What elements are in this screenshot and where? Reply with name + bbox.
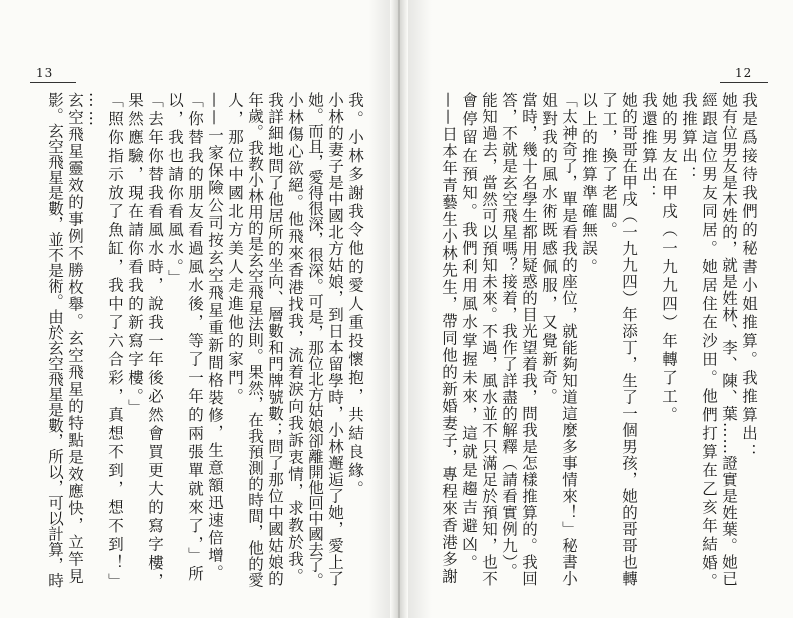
text-column: 我還推算出： (640, 92, 658, 203)
text-column: 當時，幾十名學生都用疑惑的目光望着我，問我是怎樣推算的。我回 (520, 92, 538, 587)
text-column: …… (86, 92, 104, 129)
right-page-number: 12 (735, 66, 753, 80)
text-column: 經跟這位男友同居。她居住在沙田。他們打算在乙亥年結婚。 (700, 92, 718, 592)
left-page-number: 13 (36, 66, 54, 80)
text-column: ——日本年青藝生小林先生，帶同他的新婚妻子，專程來香港多謝 (440, 92, 458, 585)
text-column: 人，那位中國北方美人走進他的家門。 (226, 92, 244, 407)
text-column: 我。小林多謝我令他的愛人重投懷抱，共結良緣。 (346, 92, 364, 499)
text-column: 她的哥哥在甲戌（一九九四）年添丁，生了一個男孩，她的哥哥也轉 (620, 92, 638, 587)
text-column: 能知過去，當然可以預知未來。不過，風水並不只滿足於預知，也不 (480, 92, 498, 587)
book-gutter (390, 0, 408, 618)
text-column: 她的男友在甲戌（一九九四）年轉了工。 (660, 92, 678, 425)
text-column: 她。而且，愛得很深，很深。可是，那位北方姑娘卻離開他回中國去了。 (306, 92, 324, 588)
text-column: 她有位男友是木姓的，就是姓林、李、陳、葉……證實是姓葉。她已 (720, 92, 738, 587)
right-page (402, 0, 793, 618)
text-column: 「太神奇了，單是看我的座位，就能夠知道這麼多事情來！」秘書小 (560, 92, 578, 587)
text-column: 了工，換了老闆。 (600, 92, 618, 240)
text-column: 我推算出： (680, 92, 698, 185)
text-column: 果然應驗，現在請你看我的新寫字樓。」 (126, 92, 144, 418)
text-column: 我是爲接待我們的秘書小姐推算。我推算出： (740, 92, 758, 462)
text-column: 「照你指示放了魚缸，我中了六合彩，真想不到，想不到！」 (106, 92, 124, 592)
text-column: 我詳細地問了他居所的坐向、層數和門牌號數；問了那位中國姑娘的 (266, 92, 284, 587)
text-column: 姐對我的風水術既感佩服，又覺新奇。 (540, 92, 558, 407)
left-page-number-rule (30, 82, 76, 83)
text-column: 會停留在預知。我們利用風水掌握未來，這就是趨吉避凶。 (460, 92, 478, 573)
text-column: 「你替我的朋友看過風水後，等了一年的兩張單就來了，」所 (186, 92, 204, 584)
text-column: 年歲。我教小林用的是玄空飛星法則。果然，在我預測的時間，他的愛 (246, 92, 264, 588)
text-column: 影。玄空飛星是數，並不是術。由於玄空飛星是數，所以，可以計算，時 (46, 92, 64, 588)
text-column: 小林的妻子是中國北方姑娘，到日本留學時，小林邂逅了她，愛上了 (326, 92, 344, 587)
text-column: ——一家保險公司按玄空飛星重新間格裝修，生意額迅速倍增。 (206, 92, 224, 582)
text-column: 小林傷心欲絕。他飛來香港找我，流着淚向我訴衷情，求教於我。 (286, 92, 304, 585)
text-column: 「去年你替我看風水時，說我一年後必然會買更大的寫字樓， (146, 92, 164, 592)
text-column: 答，不就是玄空飛星嗎？接着，我作了詳盡的解釋（請看實例九）。 (500, 92, 518, 580)
text-column: 以上的推算準確無誤。 (580, 92, 598, 277)
text-column: 玄空飛星靈效的事例不勝枚舉。玄空飛星的特點是效應快，立竿見 (66, 92, 84, 585)
right-page-number-rule (720, 82, 768, 83)
text-column: 以，我也請你看風水。」 (166, 92, 184, 288)
